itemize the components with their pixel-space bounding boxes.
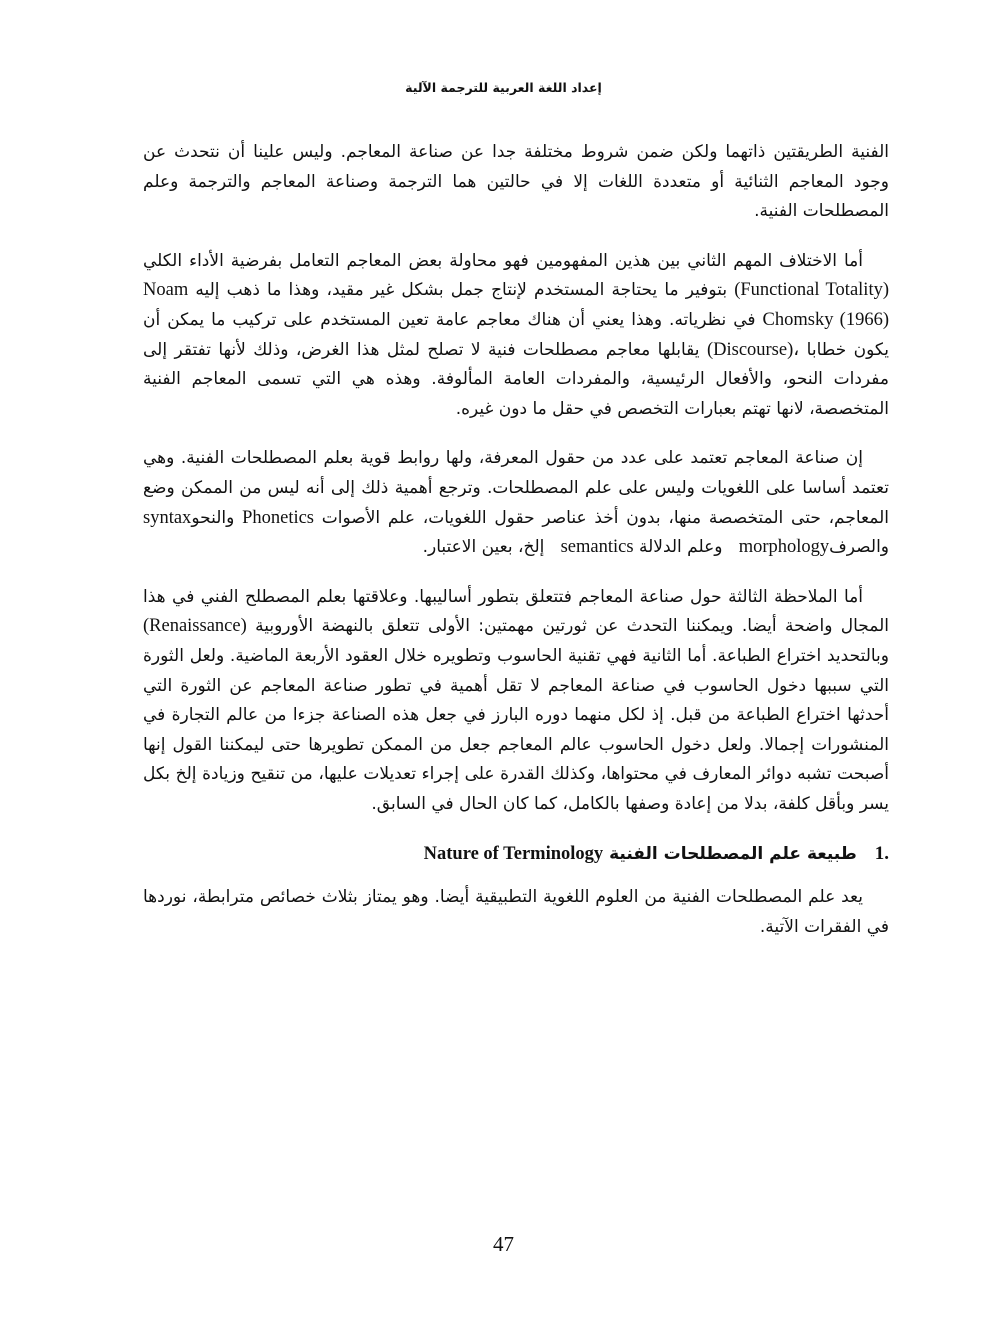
p3-text-e: والصرف: [829, 537, 889, 558]
running-header: إعداد اللغة العربية للترجمة الآلية: [405, 80, 602, 95]
section-number: 1.: [874, 843, 889, 865]
p2-text-c: بتوفير ما يحتاجة المستخدم لإنتاج جمل بشكل غير مقيد، وهذا ما ذهب إليه: [195, 280, 728, 301]
section-heading: [143, 839, 889, 869]
paragraph-4: [143, 583, 889, 820]
paragraph-1: الفنية الطريقتين ذاتهما ولكن ضمن شروط مختلفة جدا عن صناعة المعاجم. وليس علينا أن نتحدث عن وجود المعاجم الثنائية أو متعددة اللغات إلا في حالتين هما الترجمة وصناعة المعاجم والترجمة وعلم المصطلحات الفنية.: [143, 142, 889, 222]
body-text: [143, 138, 889, 963]
p4-term-renaissance: (Renaissance): [143, 616, 247, 637]
p2-term-functional-totality: (Functional Totality): [734, 280, 889, 301]
p3-text-c: والنحو: [191, 507, 235, 528]
p3-text-i: إلخ، بعين الاعتبار.: [422, 537, 545, 558]
section-title-arabic: طبيعة علم المصطلحات الفنية: [609, 844, 857, 865]
paragraph-3: [143, 444, 889, 562]
p2-text-a: أما الاختلاف المهم الثاني بين هذين المفهومين فهو محاولة بعض المعاجم التعامل بفرضية الأداء الكلي: [143, 250, 863, 271]
paragraph-5: يعد علم المصطلحات الفنية من العلوم اللغوية التطبيقية أيضا. وهو يمتاز بثلاث خصائص مترابطة، نوردها في الفقرات الآتية.: [143, 887, 889, 938]
p2-text-e: في نظرياته. وهذا يعني أن هناك معاجم عامة تعين المستخدم على تركيب ما يمكن أن يكون خطابا: [143, 309, 890, 360]
p4-text-a: أما الملاحظة الثالثة حول صناعة المعاجم فتتعلق بتطور أساليبها. وعلاقتها بعلم المصطلح الفني في هذا المجال واضحة أيضا. ويمكننا التحدث عن ثورتين مهمتين: الأولى تتعلق بالنهضة الأوروبية: [143, 586, 889, 637]
p3-term-semantics: semantics: [560, 537, 634, 558]
p3-text-g: وعلم الدلالة: [638, 537, 723, 558]
p3-term-phonetics: Phonetics: [242, 507, 315, 528]
page-number: 47: [493, 1232, 514, 1256]
p2-term-chomsky: Noam Chomsky (1966): [143, 280, 890, 330]
paragraph-2: [143, 247, 889, 425]
p2-text-g: يقابلها معاجم مصطلحات فنية لا تصلح لمثل هذا الغرض، وذلك لأنها تفتقر إلى مفردات النحو، والأفعال الرئيسية، والمفردات العامة المألوفة. وهذه هي التي تسمى المعاجم الفنية المتخصصة، لانها تهتم بعبارات التخصص في حقل ما دون غيره.: [143, 339, 889, 419]
p3-term-morphology: morphology: [738, 537, 830, 558]
section-title-english: Nature of Terminology: [423, 844, 604, 865]
p3-term-syntax: syntax: [143, 507, 192, 528]
p3-text-a: إن صناعة المعاجم تعتمد على عدد من حقول المعرفة، ولها روابط قوية بعلم المصطلحات الفنية. وهي تعتمد أساسا على اللغويات وليس على علم المصطلحات. وترجع أهمية ذلك إلى أنه ليس من الممكن وضع المعاجم، حتى المتخصصة منها، بدون أخذ عناصر حقول اللغويات، علم الأصوات: [143, 448, 889, 528]
p2-term-discourse: (Discourse)،: [706, 339, 800, 360]
p4-text-c: وبالتحديد اختراع الطباعة. أما الثانية فهي تقنية الحاسوب وتطويره خلال العقود الأربعة الماضية. ولعل الثورة التي سببها دخول الحاسوب في صناعة المعاجم لا تقل أهمية في تطور صناعة المعاجم عن الثورة التي أحدثها اختراع الطباعة من قبل. إذ لكل منهما دوره البارز في جعل هذه الصناعة جزءا من عالم التجارة في المنشورات إجمالا. ولعل دخول الحاسوب عالم المعاجم جعل من الممكن تطويرها حتى ليمكننا القول إنها أصبحت تشبه دوائر المعارف في محتواها، وكذلك القدرة على إجراء تعديلات عليها، من تنقيح وزيادة إلخ بكل يسر وبأقل كلفة، بدلا من إعادة وصفها بالكامل، كما كان الحال في السابق.: [143, 645, 889, 814]
